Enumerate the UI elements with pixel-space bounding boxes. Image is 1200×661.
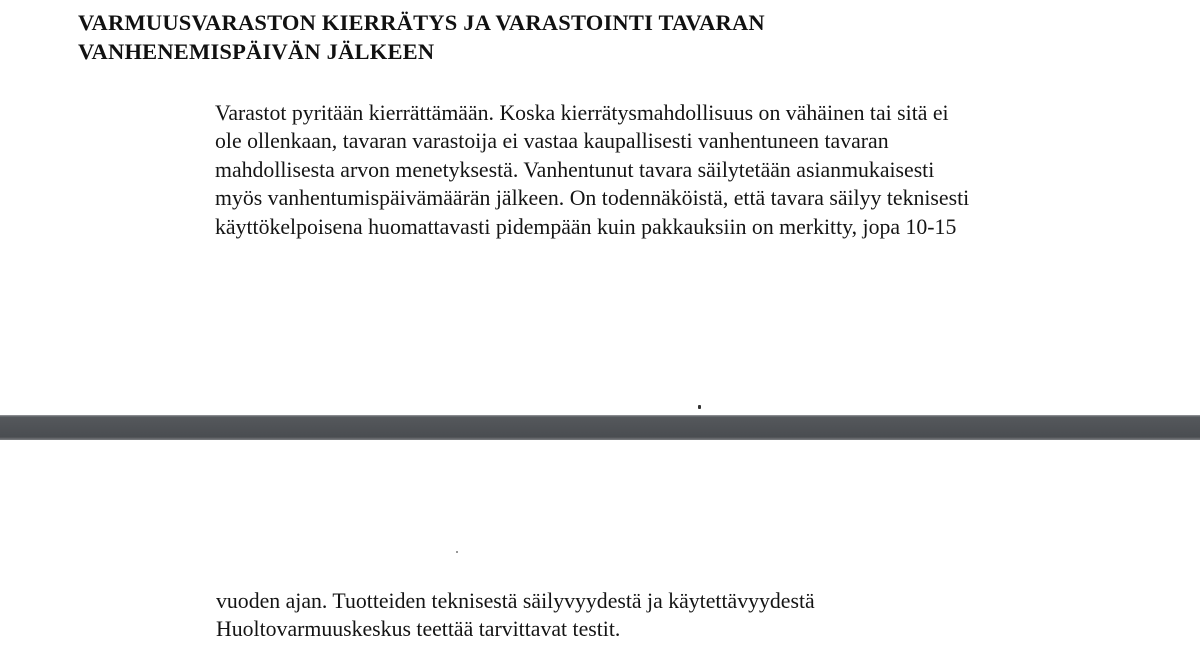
body-paragraph-top [215,99,969,241]
paragraph-line: myös vanhentumispäivämäärän jälkeen. On todennäköistä, että tavara säilyy teknisesti [215,186,970,211]
heading-line: VANHENEMISPÄIVÄN JÄLKEEN [78,39,435,64]
paragraph-line: ole ollenkaan, tavaran varastoija ei vastaa kaupallisesti vanhentuneen tavaran [215,129,889,154]
scan-speck [698,405,701,409]
page-break-divider [0,415,1200,440]
scan-speck [456,551,458,553]
paragraph-line: vuoden ajan. Tuotteiden teknisestä säilyvyydestä ja käytettävyydestä [216,589,815,613]
paragraph-line: mahdollisesta arvon menetyksestä. Vanhentunut tavara säilytetään asianmukaisesti [215,157,935,182]
paragraph-line: Varastot pyritään kierrättämään. Koska kierrätysmahdollisuus on vähäinen tai sitä ei [215,101,949,125]
heading-line: VARMUUSVARASTON KIERRÄTYS JA VARASTOINTI TAVARAN [78,10,765,35]
section-heading [78,8,765,66]
paragraph-line: Huoltovarmuuskeskus teettää tarvittavat testit. [216,617,621,642]
body-paragraph-bottom [216,587,815,644]
paragraph-line: käyttökelpoisena huomattavasti pidempään kuin pakkauksiin on merkitty, jopa 10-15 [215,214,957,239]
